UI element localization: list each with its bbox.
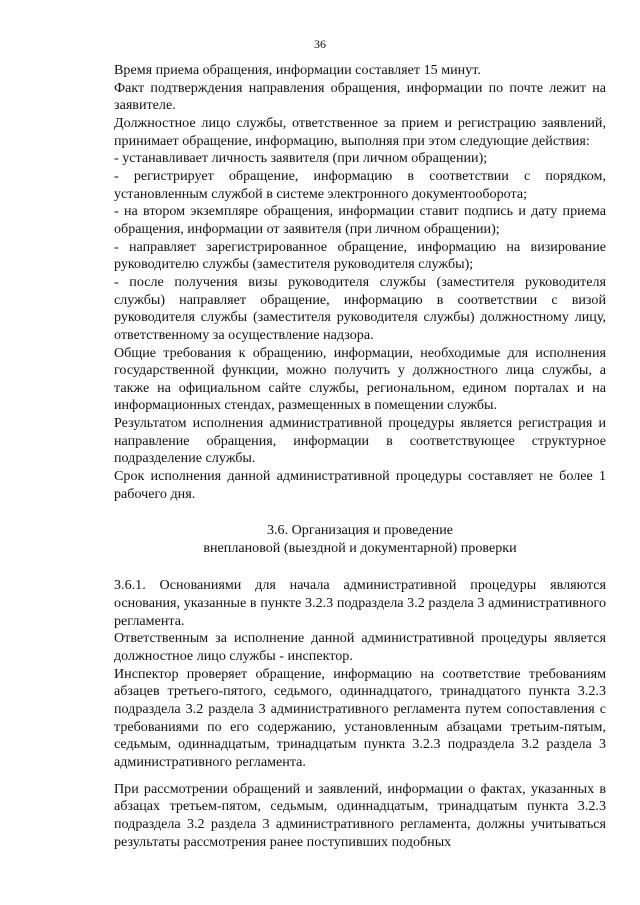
section-heading-line-1: 3.6. Организация и проведение bbox=[266, 522, 454, 539]
paragraph-general-requirements: Общие требования к обращению, информации, необходимые для исполнения государственной функции, можно получить у должностного лица службы, а также на официальном сайте службы, региональном, едином порталах и на информационных стендах, размещенных в помещении службы. bbox=[114, 344, 606, 414]
paragraph-reception-time: Время приема обращения, информации составляет 15 минут. bbox=[114, 62, 481, 78]
paragraph-responsible-inspector: Ответственным за исполнение данной административной процедуры является должностное лицо службы - инспектор. bbox=[114, 630, 606, 665]
spacer bbox=[114, 557, 606, 577]
paragraph-postal-confirmation: Факт подтверждения направления обращения, информации по почте лежит на заявителе. bbox=[114, 79, 606, 114]
spacer bbox=[114, 503, 606, 521]
list-item-identify-applicant: - устанавливает личность заявителя (при личном обращении); bbox=[114, 150, 488, 167]
list-item-forward-after-approval: - после получения визы руководителя службы (заместителя руководителя службы) направляет обращение, информацию в соответствии с визой руководителя службы (заместителя руководителя службы) должностному лицу, ответственному за осуществление надзора. bbox=[114, 273, 606, 343]
paragraph-inspector-verification: Инспектор проверяет обращение, информацию на соответствие требованиям абзацев третьего-пятого, седьмого, одиннадцатого, тринадцатого пункта 3.2.3 подраздела 3.2 раздела 3 административного регламента путем сопоставления с требованиями по его содержанию, установленным абзацами третьим-пятым, седьмым, одиннадцатым, тринадцатым пункта 3.2.3 подраздела 3.2 раздела 3 административного регламента. bbox=[114, 665, 606, 770]
list-item-register-request: - регистрирует обращение, информацию в соответствии с порядком, установленным службой в системе электронного документооборота; bbox=[114, 167, 606, 202]
paragraph-procedure-result: Результатом исполнения административной процедуры является регистрация и направление обращения, информации в соответствующее структурное подразделение службы. bbox=[114, 415, 606, 467]
paragraph-procedure-grounds: 3.6.1. Основаниями для начала административной процедуры являются основания, указанные в пункте 3.2.3 подраздела 3.2 раздела 3 административного регламента. bbox=[114, 577, 606, 629]
list-item-sign-second-copy: - на втором экземпляре обращения, информации ставит подпись и дату приема обращения, информации от заявителя (при личном обращении); bbox=[114, 203, 606, 237]
document-body bbox=[114, 62, 606, 851]
paragraph-responsible-official-actions: Должностное лицо службы, ответственное за прием и регистрацию заявлений, принимает обращение, информацию, выполняя при этом следующие действия: bbox=[114, 114, 606, 149]
paragraph-procedure-deadline: Срок исполнения данной административной процедуры составляет не более 1 рабочего дня. bbox=[114, 468, 606, 502]
list-item-send-for-approval: - направляет зарегистрированное обращение, информацию на визирование руководителю службы (заместителя руководителя службы); bbox=[114, 238, 606, 273]
paragraph-consideration-of-requests: При рассмотрении обращений и заявлений, информации о фактах, указанных в абзацах третьем-пятом, седьмым, одиннадцатым, тринадцатым пункта 3.2.3 подраздела 3.2 раздела 3 административного регламента, должны учитываться результаты рассмотрения ранее поступивших подобных bbox=[114, 780, 606, 850]
spacer bbox=[114, 772, 606, 781]
page-number: 36 bbox=[314, 37, 326, 51]
section-heading-line-2: внеплановой (выездной и документарной) проверки bbox=[203, 540, 517, 557]
